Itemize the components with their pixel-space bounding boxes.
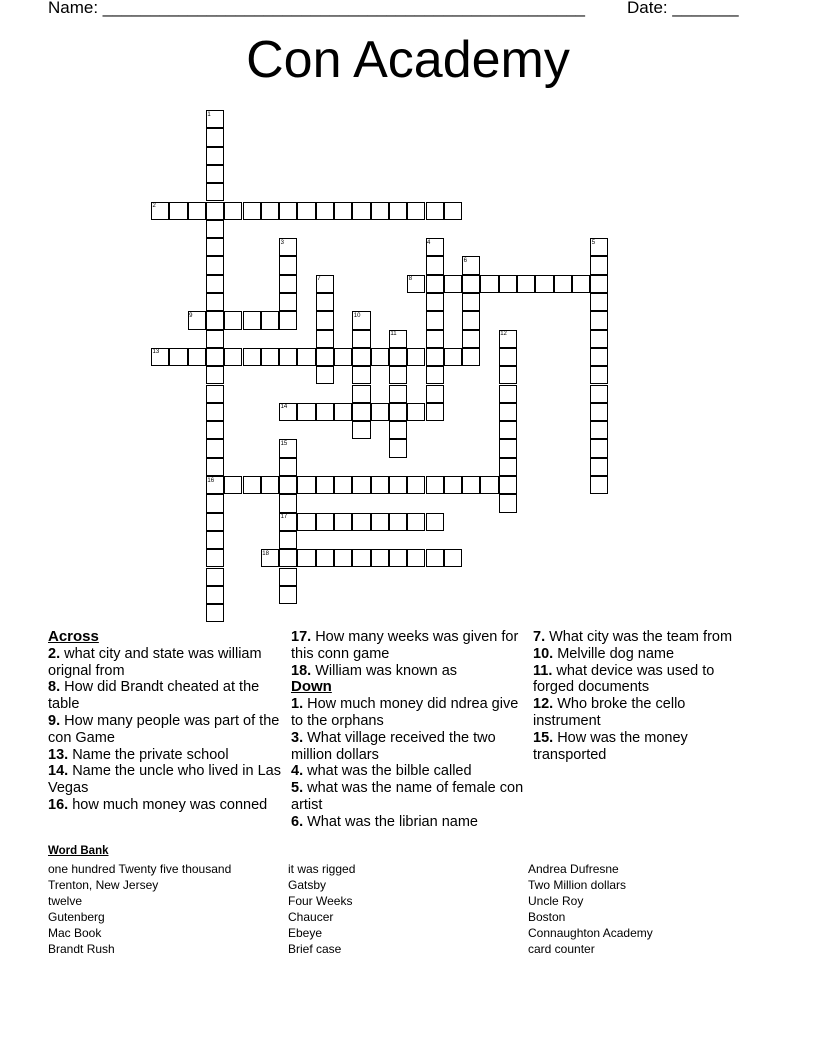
grid-cell[interactable] xyxy=(279,311,297,329)
clue-text: How did Brandt cheated at the table xyxy=(48,679,260,713)
down-clue xyxy=(291,730,531,764)
across-clue xyxy=(48,747,288,764)
grid-cell[interactable] xyxy=(407,348,425,366)
grid-cell[interactable] xyxy=(389,513,407,531)
grid-cell[interactable] xyxy=(426,311,444,329)
clue-number: 10. xyxy=(533,645,554,662)
word-bank-entry: Boston xyxy=(528,910,566,924)
grid-cell[interactable] xyxy=(206,403,224,421)
grid-cell[interactable] xyxy=(426,293,444,311)
grid-cell[interactable] xyxy=(206,421,224,439)
grid-cell[interactable] xyxy=(169,202,187,220)
word-bank-column-3 xyxy=(528,861,653,957)
clue-text: what was the bilble called xyxy=(303,763,472,780)
clue-text: How much money did ndrea give to the orphans xyxy=(291,696,519,729)
across-clue xyxy=(48,797,288,814)
grid-cell[interactable] xyxy=(206,439,224,457)
grid-cell[interactable] xyxy=(371,476,389,494)
grid-cell[interactable] xyxy=(279,476,297,494)
grid-cell[interactable] xyxy=(426,513,444,531)
grid-cell[interactable] xyxy=(426,366,444,384)
clue-number-label: 5 xyxy=(591,239,596,246)
grid-cell[interactable] xyxy=(499,348,517,366)
grid-cell[interactable] xyxy=(206,494,224,512)
grid-cell[interactable] xyxy=(371,403,389,421)
down-clue xyxy=(291,763,531,780)
across-clue xyxy=(48,679,288,713)
grid-cell[interactable] xyxy=(206,458,224,476)
grid-cell[interactable] xyxy=(206,202,224,220)
grid-cell[interactable] xyxy=(352,403,370,421)
grid-cell[interactable] xyxy=(206,385,224,403)
grid-cell[interactable] xyxy=(206,531,224,549)
grid-cell[interactable] xyxy=(279,293,297,311)
grid-cell[interactable] xyxy=(462,330,480,348)
clue-number: 11. xyxy=(533,662,553,679)
grid-cell[interactable] xyxy=(279,531,297,549)
clue-number: 9. xyxy=(48,712,61,729)
grid-cell[interactable] xyxy=(389,421,407,439)
clue-number: 7. xyxy=(533,629,546,645)
grid-cell[interactable] xyxy=(243,311,261,329)
grid-cell[interactable] xyxy=(316,513,334,531)
grid-cell[interactable] xyxy=(426,202,444,220)
word-bank-entry: Gatsby xyxy=(288,878,327,892)
clue-number: 13. xyxy=(48,746,69,763)
clue-number: 4. xyxy=(291,763,304,780)
word-bank-entry: card counter xyxy=(528,942,595,956)
grid-cell[interactable] xyxy=(334,513,352,531)
grid-cell[interactable] xyxy=(462,275,480,293)
across-clue xyxy=(291,629,531,663)
grid-cell[interactable] xyxy=(169,348,187,366)
grid-cell[interactable] xyxy=(590,476,608,494)
across-clues-part-2 xyxy=(291,629,531,679)
grid-cell[interactable] xyxy=(371,202,389,220)
grid-cell[interactable] xyxy=(407,403,425,421)
grid-cell[interactable] xyxy=(352,513,370,531)
grid-cell[interactable] xyxy=(554,275,572,293)
grid-cell[interactable] xyxy=(279,275,297,293)
down-clue xyxy=(291,696,531,730)
grid-cell[interactable] xyxy=(243,202,261,220)
grid-cell[interactable] xyxy=(206,165,224,183)
word-bank-column-2 xyxy=(288,861,355,957)
clue-number: 17. xyxy=(291,629,312,645)
clue-number-label: 16 xyxy=(207,477,215,484)
grid-cell[interactable] xyxy=(499,476,517,494)
grid-cell[interactable] xyxy=(188,348,206,366)
grid-cell[interactable] xyxy=(371,348,389,366)
word-bank-entry: Andrea Dufresne xyxy=(528,862,619,876)
clue-text: How many people was part of the con Game xyxy=(48,712,280,746)
clue-number-label: 12 xyxy=(500,331,507,338)
grid-cell[interactable] xyxy=(352,348,370,366)
grid-cell[interactable] xyxy=(590,311,608,329)
grid-cell[interactable] xyxy=(407,202,425,220)
clue-number: 1. xyxy=(291,696,304,713)
grid-cell[interactable] xyxy=(499,403,517,421)
grid-cell[interactable] xyxy=(279,494,297,512)
grid-cell[interactable] xyxy=(590,256,608,274)
clue-number: 15. xyxy=(533,729,554,746)
clue-text: Melville dog name xyxy=(553,645,675,662)
grid-cell[interactable] xyxy=(316,348,334,366)
clue-text: William was known as xyxy=(311,662,458,679)
grid-cell[interactable] xyxy=(535,275,553,293)
grid-cell[interactable] xyxy=(224,311,242,329)
grid-cell[interactable] xyxy=(206,128,224,146)
grid-cell[interactable] xyxy=(462,476,480,494)
grid-cell[interactable] xyxy=(224,476,242,494)
grid-cell[interactable] xyxy=(352,549,370,567)
word-bank-entry: twelve xyxy=(48,894,83,908)
grid-cell[interactable] xyxy=(206,549,224,567)
clues-column-2 xyxy=(291,629,531,831)
word-bank-entry: Brandt Rush xyxy=(48,942,115,956)
grid-cell[interactable] xyxy=(499,458,517,476)
grid-cell[interactable] xyxy=(206,586,224,604)
clue-number: 8. xyxy=(48,679,61,696)
grid-cell[interactable] xyxy=(499,494,517,512)
down-clue xyxy=(533,663,753,697)
grid-cell[interactable] xyxy=(352,421,370,439)
clue-number: 6. xyxy=(291,813,304,830)
grid-cell[interactable] xyxy=(261,202,279,220)
word-bank-entry: one hundred Twenty five thousand xyxy=(48,862,232,876)
grid-cell[interactable] xyxy=(590,403,608,421)
grid-cell[interactable] xyxy=(426,330,444,348)
grid-cell[interactable] xyxy=(279,348,297,366)
clue-number-label: 3 xyxy=(280,239,284,246)
clue-text: What village received the two million dollars xyxy=(291,729,496,763)
word-bank-column-1 xyxy=(48,861,231,957)
word-bank-entry: Four Weeks xyxy=(288,894,353,908)
grid-cell[interactable] xyxy=(206,348,224,366)
date-field-label: Date: _______ xyxy=(627,0,739,17)
grid-cell[interactable] xyxy=(426,385,444,403)
grid-cell[interactable] xyxy=(352,366,370,384)
clue-number: 18. xyxy=(291,662,312,679)
clue-number-label: 15 xyxy=(280,440,288,447)
grid-cell[interactable] xyxy=(279,202,297,220)
grid-cell[interactable] xyxy=(316,366,334,384)
grid-cell[interactable] xyxy=(389,439,407,457)
across-heading: Across xyxy=(48,628,99,645)
across-clue xyxy=(291,663,531,680)
grid-cell[interactable] xyxy=(590,275,608,293)
grid-cell[interactable] xyxy=(371,549,389,567)
clue-number-label: 6 xyxy=(463,257,467,264)
grid-cell[interactable] xyxy=(426,256,444,274)
grid-cell[interactable] xyxy=(444,275,462,293)
grid-cell[interactable] xyxy=(590,458,608,476)
grid-cell[interactable] xyxy=(334,476,352,494)
clue-text: how much money was conned xyxy=(68,796,268,813)
clue-number-label: 17 xyxy=(280,514,288,521)
grid-cell[interactable] xyxy=(279,256,297,274)
grid-cell[interactable] xyxy=(517,275,535,293)
clues-column-3 xyxy=(533,629,753,763)
grid-cell[interactable] xyxy=(426,275,444,293)
down-clue xyxy=(291,814,531,831)
grid-cell[interactable] xyxy=(426,549,444,567)
clue-text: How was the money transported xyxy=(533,729,688,763)
grid-cell[interactable] xyxy=(407,549,425,567)
grid-cell[interactable] xyxy=(261,311,279,329)
grid-cell[interactable] xyxy=(316,330,334,348)
clue-number-label: 14 xyxy=(280,404,288,411)
grid-cell[interactable] xyxy=(206,238,224,256)
grid-cell[interactable] xyxy=(352,476,370,494)
clue-number: 5. xyxy=(291,780,304,797)
grid-cell[interactable] xyxy=(426,348,444,366)
grid-cell[interactable] xyxy=(572,275,590,293)
grid-cell[interactable] xyxy=(590,293,608,311)
grid-cell[interactable] xyxy=(297,549,315,567)
grid-cell[interactable] xyxy=(590,421,608,439)
page-title: Con Academy xyxy=(246,31,570,89)
grid-cell[interactable] xyxy=(206,513,224,531)
clues-column-1 xyxy=(48,629,288,814)
grid-cell[interactable] xyxy=(279,586,297,604)
grid-cell[interactable] xyxy=(480,275,498,293)
down-clues-part-2 xyxy=(533,629,753,763)
grid-cell[interactable] xyxy=(206,366,224,384)
down-clues-part-1 xyxy=(291,696,531,830)
clue-text: what was the name of female con artist xyxy=(291,780,524,813)
clue-number: 12. xyxy=(533,696,554,713)
clue-number-label: 7 xyxy=(317,276,321,283)
grid-cell[interactable] xyxy=(590,330,608,348)
clue-number: 14. xyxy=(48,763,69,780)
clue-number-label: 10 xyxy=(353,312,361,319)
grid-cell[interactable] xyxy=(334,348,352,366)
word-bank-entry: it was rigged xyxy=(288,862,356,876)
clue-number-label: 4 xyxy=(427,239,431,246)
clue-number-label: 11 xyxy=(390,331,397,338)
down-clue xyxy=(533,646,753,663)
grid-cell[interactable] xyxy=(279,458,297,476)
clue-number: 16. xyxy=(48,796,69,813)
grid-cell[interactable] xyxy=(206,220,224,238)
grid-cell[interactable] xyxy=(389,549,407,567)
grid-cell[interactable] xyxy=(462,293,480,311)
clue-number-label: 2 xyxy=(152,203,156,209)
grid-cell[interactable] xyxy=(297,202,315,220)
clue-text: what device was used to forged documents xyxy=(533,662,715,696)
grid-cell[interactable] xyxy=(206,604,224,622)
grid-cell[interactable] xyxy=(279,549,297,567)
clue-number-label: 18 xyxy=(262,550,269,557)
down-clue xyxy=(533,696,753,730)
clue-number-label: 1 xyxy=(207,111,211,118)
down-clue xyxy=(533,629,753,646)
grid-cell[interactable] xyxy=(590,385,608,403)
grid-cell[interactable] xyxy=(389,202,407,220)
word-bank-entry: Uncle Roy xyxy=(528,894,584,908)
name-field-label: Name: ___________________________________________________ xyxy=(48,0,585,17)
grid-cell[interactable] xyxy=(590,439,608,457)
grid-cell[interactable] xyxy=(316,293,334,311)
grid-cell[interactable] xyxy=(206,330,224,348)
grid-cell[interactable] xyxy=(224,348,242,366)
clue-text: Name the private school xyxy=(68,746,229,763)
grid-cell[interactable] xyxy=(407,476,425,494)
grid-cell[interactable] xyxy=(206,311,224,329)
grid-cell[interactable] xyxy=(206,147,224,165)
grid-cell[interactable] xyxy=(206,183,224,201)
grid-cell[interactable] xyxy=(426,403,444,421)
grid-cell[interactable] xyxy=(371,513,389,531)
grid-cell[interactable] xyxy=(407,513,425,531)
word-bank-heading: Word Bank xyxy=(48,845,109,857)
word-bank-entry: Trenton, New Jersey xyxy=(48,878,159,892)
clue-number: 2. xyxy=(48,645,61,662)
grid-cell[interactable] xyxy=(316,403,334,421)
grid-cell[interactable] xyxy=(334,403,352,421)
grid-cell[interactable] xyxy=(334,202,352,220)
grid-cell[interactable] xyxy=(389,348,407,366)
word-bank-entry: Connaughton Academy xyxy=(528,926,653,940)
grid-cell[interactable] xyxy=(188,202,206,220)
grid-cell[interactable] xyxy=(316,549,334,567)
grid-cell[interactable] xyxy=(444,549,462,567)
grid-cell[interactable] xyxy=(444,348,462,366)
clue-text: what city and state was william orignal from xyxy=(48,645,262,679)
clue-number-label: 13 xyxy=(152,349,160,356)
clue-text: Who broke the cello instrument xyxy=(533,696,686,729)
grid-cell[interactable] xyxy=(389,476,407,494)
grid-cell[interactable] xyxy=(316,311,334,329)
grid-cell[interactable] xyxy=(462,348,480,366)
grid-cell[interactable] xyxy=(243,348,261,366)
grid-cell[interactable] xyxy=(316,476,334,494)
grid-cell[interactable] xyxy=(389,385,407,403)
word-bank-entry: Mac Book xyxy=(48,926,102,940)
clue-text: What was the librian name xyxy=(303,813,478,830)
grid-cell[interactable] xyxy=(297,403,315,421)
grid-cell[interactable] xyxy=(462,311,480,329)
clue-number-label: 8 xyxy=(408,276,413,283)
grid-cell[interactable] xyxy=(499,366,517,384)
grid-cell[interactable] xyxy=(206,568,224,586)
grid-cell[interactable] xyxy=(499,385,517,403)
down-clue xyxy=(291,780,531,814)
grid-cell[interactable] xyxy=(297,513,315,531)
grid-cell[interactable] xyxy=(352,385,370,403)
clue-number: 3. xyxy=(291,729,304,746)
grid-cell[interactable] xyxy=(297,348,315,366)
across-clue xyxy=(48,763,288,797)
word-bank-entry: Gutenberg xyxy=(48,910,105,924)
grid-cell[interactable] xyxy=(389,403,407,421)
grid-cell[interactable] xyxy=(243,476,261,494)
grid-cell[interactable] xyxy=(334,549,352,567)
word-bank-entry: Chaucer xyxy=(288,910,334,924)
grid-cell[interactable] xyxy=(499,439,517,457)
grid-cell[interactable] xyxy=(206,256,224,274)
clue-text: How many weeks was given for this conn game xyxy=(291,629,519,662)
grid-cell[interactable] xyxy=(590,366,608,384)
grid-cell[interactable] xyxy=(279,568,297,586)
across-clue xyxy=(48,713,288,747)
grid-cell[interactable] xyxy=(261,348,279,366)
grid-cell[interactable] xyxy=(297,476,315,494)
word-bank-entry: Two Million dollars xyxy=(528,878,627,892)
clue-text: What city was the team from xyxy=(545,629,733,645)
grid-cell[interactable] xyxy=(590,348,608,366)
down-heading: Down xyxy=(291,678,332,696)
grid-cell[interactable] xyxy=(316,202,334,220)
grid-cell[interactable] xyxy=(444,476,462,494)
grid-cell[interactable] xyxy=(426,476,444,494)
clue-text: Name the uncle who lived in Las Vegas xyxy=(48,763,281,797)
across-clue xyxy=(48,646,288,680)
word-bank-entry: Ebeye xyxy=(288,926,323,940)
down-clue xyxy=(533,730,753,764)
grid-cell[interactable] xyxy=(261,476,279,494)
grid-cell[interactable] xyxy=(206,275,224,293)
grid-cell[interactable] xyxy=(206,293,224,311)
grid-cell[interactable] xyxy=(352,202,370,220)
grid-cell[interactable] xyxy=(499,421,517,439)
grid-cell[interactable] xyxy=(499,275,517,293)
across-clues-part-1 xyxy=(48,646,288,814)
grid-cell[interactable] xyxy=(352,330,370,348)
word-bank-entry: Brief case xyxy=(288,942,342,956)
grid-cell[interactable] xyxy=(389,366,407,384)
grid-cell[interactable] xyxy=(224,202,242,220)
grid-cell[interactable] xyxy=(444,202,462,220)
clue-number-label: 9 xyxy=(189,312,193,319)
grid-cell[interactable] xyxy=(480,476,498,494)
